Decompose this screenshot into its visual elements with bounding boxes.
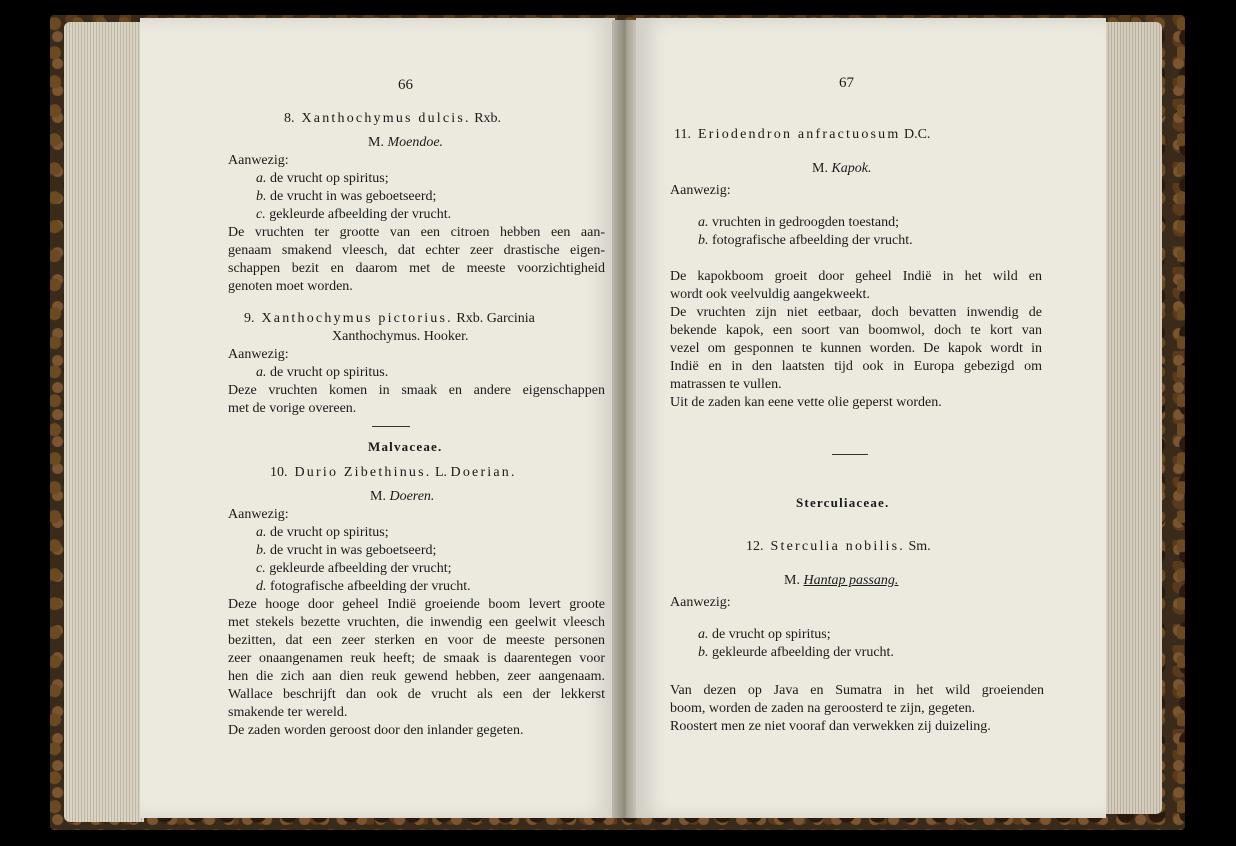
entry-12-item: a. de vrucht op spiritus; [698, 627, 831, 642]
left-page-edges [64, 22, 144, 822]
entry-12-heading: 12. Sterculia nobilis. Sm. [746, 539, 931, 554]
entry-10-paragraph-line: Deze hooge door geheel Indië groeiende boom levert groote [228, 597, 605, 612]
entry-11-item: b. fotografische afbeelding der vrucht. [698, 233, 913, 248]
entry-12-paragraph-line: Roostert men ze niet vooraf dan verwekken zij duizeling. [670, 719, 991, 734]
entry-10-heading: 10. Durio Zibethinus. L. Doerian. [270, 465, 517, 480]
entry-11-paragraph-line: De vruchten zijn niet eetbaar, doch bevatten inwendig de [670, 305, 1042, 320]
right-page-edges [1100, 22, 1162, 814]
entry-8-aanwezig: Aanwezig: [228, 153, 289, 168]
entry-8-paragraph-line: genaam smakend vleesch, dat echter zeer drastische eigen- [228, 243, 605, 258]
entry-11-aanwezig: Aanwezig: [670, 183, 731, 198]
section-divider [372, 426, 410, 427]
entry-10-paragraph-line: De zaden worden geroost door den inlander gegeten. [228, 723, 524, 738]
entry-9-paragraph-line: met de vorige overeen. [228, 401, 357, 416]
entry-8-paragraph-line: De vruchten ter grootte van een citroen hebben een aan- [228, 225, 605, 240]
page-number-left: 66 [398, 77, 413, 93]
entry-10-item: a. de vrucht op spiritus; [256, 525, 389, 540]
entry-8-item: a. de vrucht op spiritus; [256, 171, 389, 186]
entry-9-heading: 9. Xanthochymus pictorius. Rxb. Garcinia [244, 311, 535, 326]
entry-11-paragraph-line: matrassen te vullen. [670, 377, 782, 392]
entry-11-malay-name: M. Kapok. [812, 161, 872, 176]
entry-9-paragraph-line: Deze vruchten komen in smaak en andere eigenschappen [228, 383, 605, 398]
entry-8-malay-name: M. Moendoe. [368, 135, 444, 150]
family-heading-malvaceae: Malvaceae. [368, 439, 443, 454]
entry-11-item: a. vruchten in gedroogden toestand; [698, 215, 900, 230]
entry-10-paragraph-line: Wallace beschrijft dan ook de vrucht als een der lekkerst [228, 687, 605, 702]
entry-8-item: b. de vrucht in was geboetseerd; [256, 189, 437, 204]
entry-10-item: c. gekleurde afbeelding der vrucht; [256, 561, 452, 576]
entry-10-paragraph-line: met stekels bezette vruchten, die inwendig een geelwit vleesch [228, 615, 605, 630]
right-page [636, 18, 1106, 818]
entry-11-paragraph-line: wordt ook veelvuldig aangekweekt. [670, 287, 870, 302]
entry-9-heading-line2: Xanthochymus. Hooker. [332, 329, 469, 344]
entry-8-paragraph-line: schappen bezit en daarom met de meeste voorzichtigheid [228, 261, 605, 276]
entry-10-malay-name: M. Doeren. [370, 489, 435, 504]
entry-11-paragraph-line: Uit de zaden kan eene vette olie geperst worden. [670, 395, 942, 410]
entry-9-item: a. de vrucht op spiritus. [256, 365, 389, 380]
page-number-right: 67 [839, 75, 854, 91]
entry-8-item: c. gekleurde afbeelding der vrucht. [256, 207, 452, 222]
entry-10-paragraph-line: bezitten, dat een zeer sterken en voor de meeste personen [228, 633, 605, 648]
entry-11-heading: 11. Eriodendron anfractuosum D.C. [674, 127, 931, 142]
entry-10-item: d. fotografische afbeelding der vrucht. [256, 579, 471, 594]
entry-9-aanwezig: Aanwezig: [228, 347, 289, 362]
entry-12-item: b. gekleurde afbeelding der vrucht. [698, 645, 894, 660]
entry-12-paragraph-line: boom, worden de zaden na geroosterd te zijn, gegeten. [670, 701, 976, 716]
entry-12-malay-name: M. Hantap passang. [784, 573, 899, 588]
entry-10-paragraph-line: hen die zich aan dien reuk gewend hebben, zeer aangenaam. [228, 669, 605, 684]
entry-11-paragraph-line: Indië en in den laatsten tijd ook in Europa gebezigd om [670, 359, 1042, 374]
entry-10-item: b. de vrucht in was geboetseerd; [256, 543, 437, 558]
entry-10-aanwezig: Aanwezig: [228, 507, 289, 522]
entry-12-aanwezig: Aanwezig: [670, 595, 731, 610]
section-divider [832, 454, 868, 455]
entry-8-heading: 8. Xanthochymus dulcis. Rxb. [284, 111, 502, 126]
entry-10-paragraph-line: smakende ter wereld. [228, 705, 348, 720]
entry-11-paragraph-line: vezel om gesponnen te kunnen worden. De kapok wordt in [670, 341, 1042, 356]
left-page [140, 18, 615, 818]
family-heading-sterculiaceae: Sterculiaceae. [796, 495, 890, 510]
entry-10-paragraph-line: zeer onaangenamen reuk heeft; de smaak is daarentegen voor [228, 651, 605, 666]
entry-8-paragraph-line: genoten moet worden. [228, 279, 353, 294]
entry-12-paragraph-line: Van dezen op Java en Sumatra in het wild groeienden [670, 683, 1044, 698]
entry-11-paragraph-line: bekende kapok, een soort van boomwol, doch te kort van [670, 323, 1042, 338]
entry-11-paragraph-line: De kapokboom groeit door geheel Indië in het wild en [670, 269, 1042, 284]
